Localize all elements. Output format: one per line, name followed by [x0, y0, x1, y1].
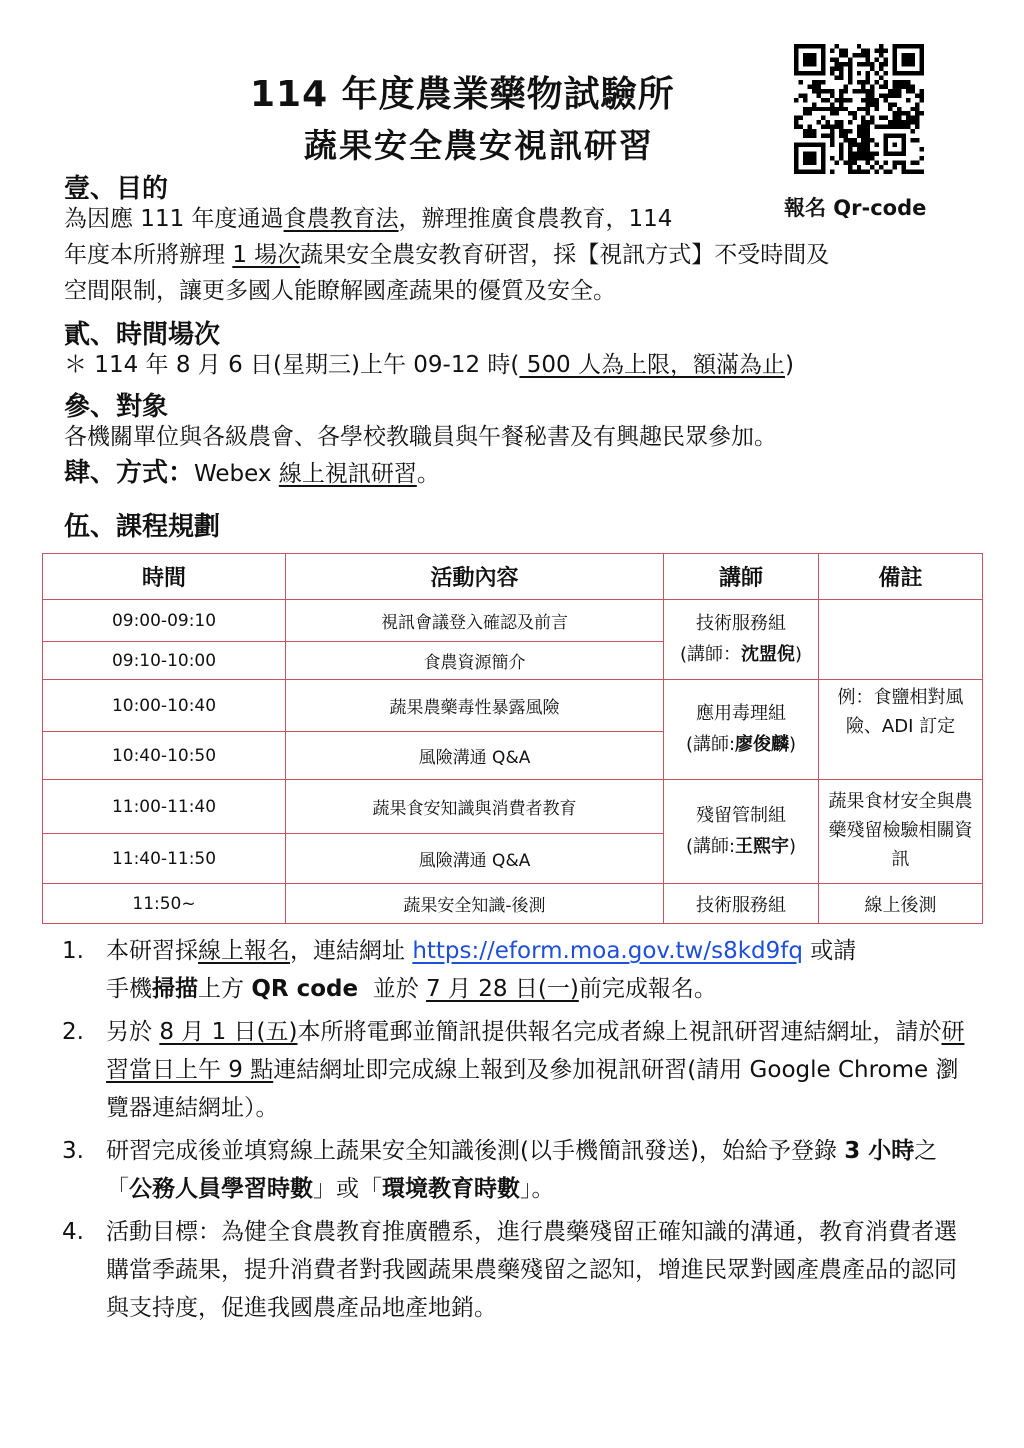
purpose-heading: 壹、目的 [64, 174, 169, 204]
time-cell: 10:40-10:50 [43, 732, 286, 780]
course-schedule-table [42, 553, 983, 924]
header-instructor: 講師 [664, 554, 819, 600]
activity-cell: 蔬果安全知識-後測 [286, 884, 664, 924]
instructor-cell: 技術服務組 (講師：沈盟倪) [664, 600, 819, 680]
remarks-cell [819, 600, 983, 680]
activity-cell: 風險溝通 Q&A [286, 834, 664, 884]
note-item-3: 3. 研習完成後並填寫線上蔬果安全知識後測(以手機簡訊發送)，始給予登錄 3 小時之「公務人員學習時數」或「環境教育時數」。 [62, 1138, 938, 1202]
table-row [43, 600, 983, 642]
activity-cell: 蔬果農藥毒性暴露風險 [286, 680, 664, 732]
remarks-cell: 線上後測 [819, 884, 983, 924]
activity-cell: 視訊會議登入確認及前言 [286, 600, 664, 642]
activity-cell: 食農資源簡介 [286, 642, 664, 680]
instructor-cell: 殘留管制組 (講師:王熙宇) [664, 780, 819, 884]
activity-cell: 風險溝通 Q&A [286, 732, 664, 780]
remarks-cell: 例：食鹽相對風險、ADI 訂定 [819, 680, 983, 780]
target-line: 各機關單位與各級農會、各學校教職員與午餐秘書及有興趣民眾參加。 [64, 424, 777, 450]
method-line: 肆、方式：Webex 線上視訊研習。 [64, 458, 440, 488]
header-time: 時間 [43, 554, 286, 600]
time-line: ＊ 114 年 8 月 6 日(星期三)上午 09-12 時( 500 人為上限，額滿為止) [64, 352, 794, 378]
header-remarks: 備註 [819, 554, 983, 600]
notes-list [60, 932, 970, 1332]
registration-link[interactable]: https://eform.moa.gov.tw/s8kd9fq [412, 938, 803, 964]
table-row [43, 884, 983, 924]
time-cell: 09:10-10:00 [43, 642, 286, 680]
page-subtitle: 蔬果安全農安視訊研習 [304, 126, 654, 165]
table-header-row [43, 554, 983, 600]
instructor-cell: 技術服務組 [664, 884, 819, 924]
table-row [43, 680, 983, 732]
purpose-line-2: 年度本所將辦理 1 場次蔬果安全農安教育研習，採【視訊方式】不受時間及 [64, 242, 830, 268]
course-heading: 伍、課程規劃 [64, 512, 221, 542]
note-item-1: 1. 本研習採線上報名，連結網址 https://eform.moa.gov.tw/s8kd9fq 或請 手機掃描上方 QR code 並於 7 月 28 日(一)前完成報名。 [62, 938, 857, 1002]
time-cell: 09:00-09:10 [43, 600, 286, 642]
activity-cell: 蔬果食安知識與消費者教育 [286, 780, 664, 834]
remarks-cell: 蔬果食材安全與農藥殘留檢驗相關資訊 [819, 780, 983, 884]
qr-code-label: 報名 Qr-code [784, 196, 927, 220]
time-cell: 10:00-10:40 [43, 680, 286, 732]
note-item-4: 4. 活動目標：為健全食農教育推廣體系，進行農藥殘留正確知識的溝通，教育消費者選購當季蔬果，提升消費者對我國蔬果農藥殘留之認知，增進民眾對國產農產品的認同與支持度，促進我國農產品地產地銷。 [62, 1219, 957, 1321]
instructor-cell: 應用毒理組 (講師:廖俊麟) [664, 680, 819, 780]
note-item-2: 2. 另於 8 月 1 日(五)本所將電郵並簡訊提供報名完成者線上視訊研習連結網址，請於研習當日上午 9 點連結網址即完成線上報到及參加視訊研習(請用 Google Chrome 瀏覽器連結網址）。 [62, 1019, 965, 1121]
target-heading: 參、對象 [64, 392, 169, 422]
header-activity: 活動內容 [286, 554, 664, 600]
time-cell: 11:00-11:40 [43, 780, 286, 834]
time-cell: 11:50~ [43, 884, 286, 924]
purpose-line-3: 空間限制，讓更多國人能瞭解國產蔬果的優質及安全。 [64, 278, 616, 304]
table-row [43, 780, 983, 834]
purpose-line-1: 為因應 111 年度通過食農教育法，辦理推廣食農教育，114 [64, 206, 673, 232]
time-cell: 11:40-11:50 [43, 834, 286, 884]
page-title: 114 年度農業藥物試驗所 [250, 74, 675, 115]
registration-qr-code[interactable] [794, 44, 924, 174]
time-heading: 貳、時間場次 [64, 320, 221, 350]
